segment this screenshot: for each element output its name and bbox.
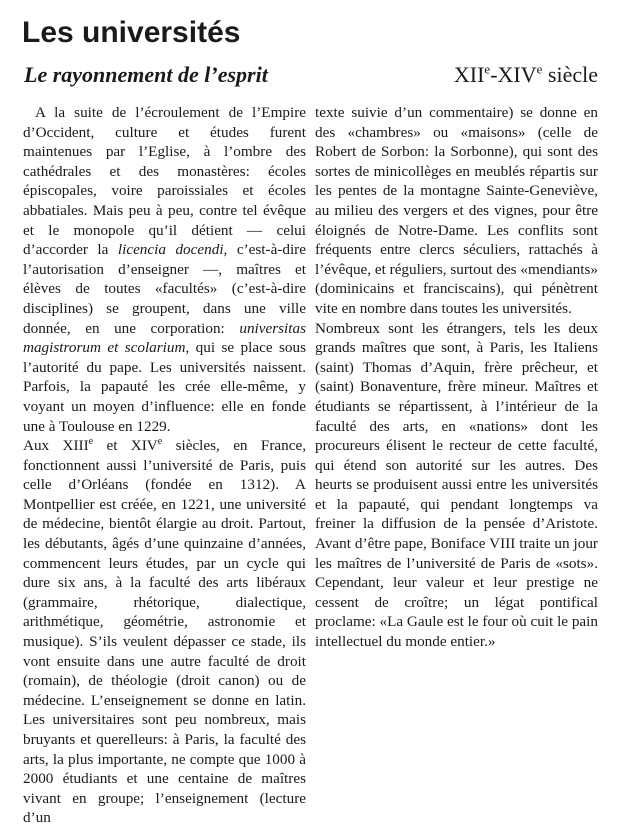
page-subtitle: Le rayonnement de l’esprit xyxy=(24,62,268,87)
paragraph: texte suivie d’un commentaire) se donne en des «chambres» ou «maisons» (celle de Robert de Sorbon: la Sorbonne), qui sont des sortes de minicollèges en meublés répartis sur les pentes de la montagne Sainte-Geneviève, au milieu des vergers et des vignes, pour être éloignés de Notre-Dame. Les conflits sont fréquents entre clercs séculiers, rattachés à l’évêque, et réguliers, surtout des «mendiants» (dominicains et franciscains), qui pénètrent vite en nombre dans toutes les universités. xyxy=(315,104,599,317)
paragraph: A la suite de l’écroulement de l’Empire d’Occident, culture et études furent maintenues par l’Eglise, à l’ombre des cathédrales et des monastères: écoles épiscopales, voire paroissiales et écoles abbatiales. Mais peu à peu, contre tel évêque et le monopole qu’il détient — celui d’accorder la licencia docendi, c’est-à-dire l’autorisation d’enseigner —, maîtres et élèves de toutes «facultés» (c’est-à-dire disciplines) se groupent, dans une ville donnée, en une corporation: universitas magistrorum et scolarium, qui se place sous l’autorité du pape. Les universités naissent. Parfois, la papauté les crée elle-même, y voyant un moyen d’influence: elle en fonde une à Toulouse en 1229. xyxy=(23,104,306,435)
paragraph: Aux XIIIe et XIVe siècles, en France, fonctionnent aussi l’université de Paris, puis celle d’Orléans (fondée en 1312). A Montpellier est créée, en 1221, une université de médecine, bientôt élargie au droit. Partout, les débutants, âgés d’une quinzaine d’années, commencent leurs études, par un cycle qui dure six ans, à la faculté des arts libéraux (grammaire, rhétorique, dialectique, arithmétique, géométrie, astronomie et musique). S’ils veulent dépasser ce stade, ils vont ensuite dans une autre faculté de droit (romain), de théologie (droit canon) ou de médecine. L’enseignement se donne en latin. Les universitaires sont peu nombreux, mais bruyants et querelleurs: à Paris, la faculté des arts, la plus importante, ne compte que 1000 à 2000 étudiants et une centaine de maîtres vivant en groupe; l’enseignement (lecture d’un xyxy=(23,436,306,827)
period-label: XIIe-XIVe siècle xyxy=(453,61,598,87)
page-title: Les universités xyxy=(22,16,241,49)
text-column-right xyxy=(315,103,598,652)
text-column-left xyxy=(23,103,306,828)
paragraph: Nombreux sont les étrangers, tels les deux grands maîtres que sont, à Paris, les Italiens (saint) Thomas d’Aquin, frère prêcheur, et (saint) Bonaventure, frère mineur. Maîtres et étudiants se répartissent, à l’intérieur de la faculté des arts, en «nations» dont les procureurs élisent le recteur de cette faculté, qui étend son autorité sur les autres. Des heurts se produisent aussi entre les universités et la papauté, qui pendant longtemps va freiner la diffusion de la pensée d’Aristote. Avant d’être pape, Boniface VIII traite un jour les maîtres de l’université de Paris de «sots». Cependant, leur valeur et leur prestige ne cessent de croître; un légat pontifical proclame: «La Gaule est le four où cuit le pain intellectuel du monde entier.» xyxy=(315,319,598,651)
